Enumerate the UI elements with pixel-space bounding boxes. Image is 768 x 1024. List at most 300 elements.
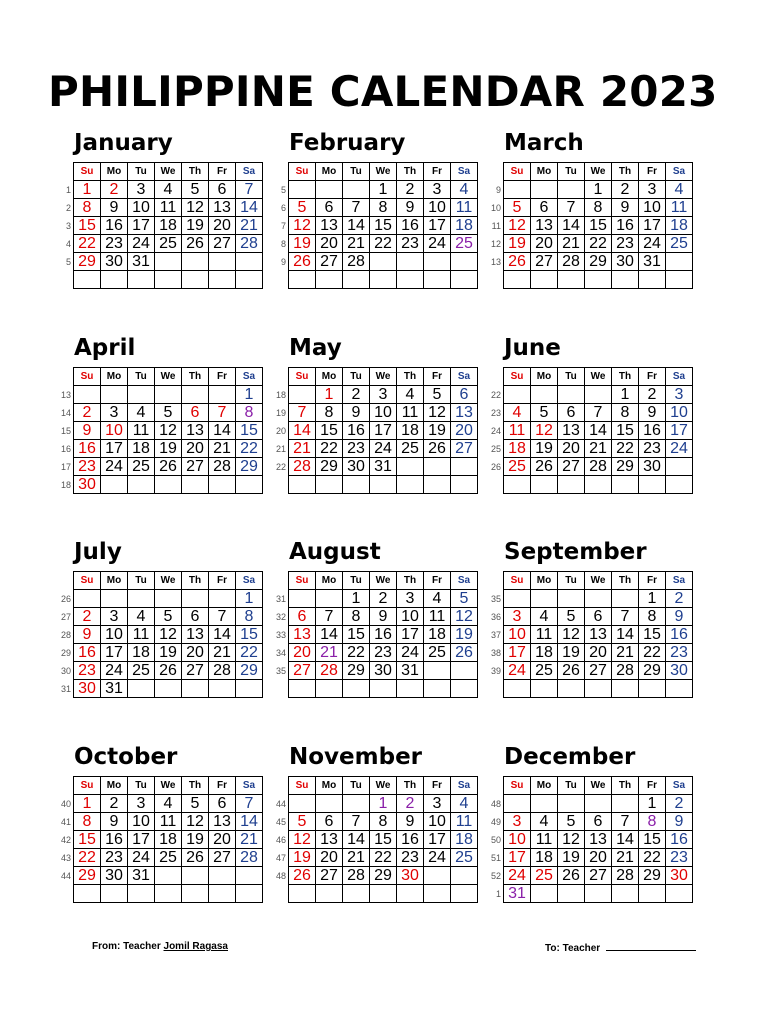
weekday-header: Fr [424,572,451,590]
day-cell: 4 [666,181,693,199]
day-cell: 13 [316,217,343,235]
day-cell: 14 [343,831,370,849]
day-cell: 26 [558,867,585,885]
week-number-column [490,794,503,902]
empty-cell [504,590,531,608]
month-name: November [289,744,423,770]
week-row [289,440,478,458]
day-cell: 1 [316,386,343,404]
week-number-column [60,794,73,884]
day-cell: 2 [343,386,370,404]
day-cell: 20 [182,644,209,662]
week-row [74,476,263,494]
empty-cell [289,680,316,698]
week-number: 15 [60,426,71,436]
day-cell: 2 [370,590,397,608]
week-number: 26 [490,462,501,472]
week-number: 51 [490,853,501,863]
day-cell: 10 [666,404,693,422]
day-cell: 22 [343,644,370,662]
weekday-header: Th [612,163,639,181]
day-cell: 5 [182,795,209,813]
week-row [504,440,693,458]
day-cell: 15 [74,217,101,235]
day-cell: 18 [128,644,155,662]
day-cell: 16 [666,831,693,849]
day-cell: 30 [370,662,397,680]
weekday-header: Th [612,572,639,590]
day-cell: 8 [370,813,397,831]
day-cell: 7 [612,608,639,626]
day-cell: 13 [182,422,209,440]
weekday-header: Su [504,163,531,181]
empty-cell [101,590,128,608]
empty-cell [209,271,236,289]
week-row [289,831,478,849]
footer-to [545,941,696,954]
weekday-header: Mo [101,368,128,386]
weekday-header: Th [612,777,639,795]
day-cell: 16 [397,831,424,849]
day-cell: 12 [558,831,585,849]
empty-cell [531,590,558,608]
month-march [490,128,706,328]
day-cell: 5 [155,608,182,626]
day-cell: 28 [316,662,343,680]
week-row [289,422,478,440]
empty-cell [74,590,101,608]
week-row [289,813,478,831]
day-cell: 12 [558,626,585,644]
day-cell: 26 [531,458,558,476]
week-number-column [490,180,503,270]
day-cell: 23 [666,849,693,867]
month-name: September [504,539,647,565]
week-row [74,867,263,885]
empty-cell [128,386,155,404]
day-cell: 15 [612,422,639,440]
empty-cell [182,476,209,494]
day-cell: 7 [316,608,343,626]
week-row [74,458,263,476]
empty-cell [424,271,451,289]
day-cell: 17 [101,644,128,662]
day-cell: 16 [612,217,639,235]
week-number: 13 [60,390,71,400]
day-cell: 28 [236,849,263,867]
empty-cell [370,271,397,289]
day-cell: 25 [504,458,531,476]
day-cell: 15 [236,626,263,644]
week-number: 45 [275,817,286,827]
day-cell: 17 [397,626,424,644]
empty-cell [666,680,693,698]
weekday-header: Tu [128,777,155,795]
month-name: February [289,130,406,156]
weekday-header: Su [289,572,316,590]
day-cell: 23 [612,235,639,253]
day-cell: 10 [101,626,128,644]
week-row [74,181,263,199]
day-cell: 25 [451,235,478,253]
week-number-column [490,385,503,475]
week-row [504,235,693,253]
empty-cell [236,253,263,271]
day-cell: 15 [343,626,370,644]
day-cell: 4 [397,386,424,404]
week-number: 3 [65,221,71,231]
week-number: 27 [60,612,71,622]
day-cell: 21 [289,440,316,458]
week-row [74,813,263,831]
day-cell: 23 [639,440,666,458]
empty-cell [585,271,612,289]
day-cell: 10 [504,626,531,644]
week-row [504,458,693,476]
week-number: 16 [60,444,71,454]
weekday-header: We [155,572,182,590]
day-cell: 11 [155,813,182,831]
weekday-header: Tu [558,163,585,181]
day-cell: 12 [155,422,182,440]
empty-cell [397,253,424,271]
empty-cell [451,253,478,271]
week-row [289,644,478,662]
day-cell: 28 [558,253,585,271]
week-row [289,235,478,253]
day-cell: 26 [451,644,478,662]
weekday-header: Sa [666,368,693,386]
week-number: 40 [60,799,71,809]
weekday-header: We [370,163,397,181]
day-cell: 1 [639,590,666,608]
day-cell: 26 [182,235,209,253]
empty-cell [74,271,101,289]
empty-cell [155,885,182,903]
day-cell: 6 [451,386,478,404]
day-cell: 24 [639,235,666,253]
day-cell: 9 [370,608,397,626]
empty-cell [531,680,558,698]
weekday-header: Fr [209,368,236,386]
weekday-header: Su [74,572,101,590]
week-number: 42 [60,835,71,845]
day-cell: 3 [504,813,531,831]
empty-cell [451,885,478,903]
week-row [504,885,693,903]
empty-cell [316,476,343,494]
empty-cell [128,590,155,608]
day-cell: 24 [397,644,424,662]
empty-cell [74,885,101,903]
day-cell: 6 [316,199,343,217]
weekday-header: Tu [558,777,585,795]
day-cell: 27 [451,440,478,458]
empty-cell [316,795,343,813]
day-cell: 5 [558,813,585,831]
empty-cell [612,590,639,608]
day-cell: 9 [101,199,128,217]
week-row [289,626,478,644]
empty-cell [236,680,263,698]
week-number-column [275,589,288,679]
day-cell: 31 [370,458,397,476]
week-number: 11 [491,221,501,231]
day-cell: 29 [316,458,343,476]
day-cell: 1 [585,181,612,199]
empty-cell [451,458,478,476]
day-cell: 26 [558,662,585,680]
day-cell: 22 [370,235,397,253]
weekday-header: Fr [424,368,451,386]
month-september [490,537,706,737]
day-cell: 15 [585,217,612,235]
week-row [74,849,263,867]
day-cell: 22 [236,644,263,662]
day-cell: 3 [397,590,424,608]
week-number: 41 [60,817,71,827]
week-row [74,662,263,680]
day-cell: 11 [451,199,478,217]
weekday-header: Tu [343,163,370,181]
weekday-header: Sa [451,163,478,181]
day-cell: 25 [128,458,155,476]
weekday-header: Sa [236,163,263,181]
week-row [289,199,478,217]
week-number: 38 [490,648,501,658]
day-cell: 29 [74,867,101,885]
weekday-header: Mo [101,163,128,181]
month-name: January [74,130,173,156]
day-cell: 25 [397,440,424,458]
day-cell: 1 [74,181,101,199]
day-cell: 13 [558,422,585,440]
day-cell: 3 [504,608,531,626]
week-row [504,386,693,404]
weekday-header: Th [397,572,424,590]
day-cell: 15 [236,422,263,440]
empty-cell [155,680,182,698]
day-cell: 1 [639,795,666,813]
week-row [289,253,478,271]
day-cell: 28 [289,458,316,476]
footer-from [92,941,228,952]
day-cell: 16 [74,440,101,458]
day-cell: 1 [74,795,101,813]
week-number: 28 [60,630,71,640]
empty-cell [209,885,236,903]
to-blank-line [606,941,696,951]
day-cell: 12 [155,626,182,644]
day-cell: 30 [101,867,128,885]
empty-cell [209,476,236,494]
day-cell: 16 [101,217,128,235]
empty-cell [451,662,478,680]
day-cell: 16 [101,831,128,849]
day-cell: 8 [343,608,370,626]
empty-cell [155,867,182,885]
week-row [504,867,693,885]
empty-cell [128,680,155,698]
week-row [289,885,478,903]
weekday-header: Fr [639,163,666,181]
empty-cell [236,867,263,885]
day-cell: 28 [585,458,612,476]
empty-cell [397,458,424,476]
day-cell: 24 [101,662,128,680]
day-cell: 25 [424,644,451,662]
weekday-header: We [155,368,182,386]
day-cell: 19 [531,440,558,458]
day-cell: 10 [639,199,666,217]
day-cell: 23 [74,458,101,476]
empty-cell [209,386,236,404]
day-cell: 8 [639,813,666,831]
day-cell: 21 [612,849,639,867]
weekday-header: Sa [666,163,693,181]
day-cell: 7 [343,199,370,217]
day-cell: 4 [531,813,558,831]
empty-cell [558,680,585,698]
from-name: Jomil Ragasa [163,941,228,952]
day-cell: 7 [236,795,263,813]
day-cell: 6 [209,795,236,813]
weekday-header: Fr [639,777,666,795]
week-row [74,440,263,458]
empty-cell [585,885,612,903]
empty-cell [531,476,558,494]
day-cell: 21 [236,217,263,235]
day-cell: 11 [424,608,451,626]
empty-cell [424,253,451,271]
day-cell: 25 [531,662,558,680]
day-cell: 6 [209,181,236,199]
day-cell: 28 [612,662,639,680]
day-cell: 6 [531,199,558,217]
day-cell: 24 [128,235,155,253]
weekday-header: Th [397,163,424,181]
weekday-header: Sa [666,572,693,590]
empty-cell [666,271,693,289]
weekday-header: Fr [424,777,451,795]
weekday-header: Sa [451,777,478,795]
day-cell: 2 [397,795,424,813]
week-row [504,271,693,289]
day-cell: 14 [209,422,236,440]
day-cell: 13 [182,626,209,644]
day-cell: 28 [343,867,370,885]
month-grid [503,162,693,289]
day-cell: 9 [666,813,693,831]
day-cell: 4 [424,590,451,608]
week-number-column [275,385,288,475]
week-number: 20 [275,426,286,436]
month-name: March [504,130,584,156]
day-cell: 12 [424,404,451,422]
empty-cell [155,476,182,494]
day-cell: 13 [289,626,316,644]
week-row [504,608,693,626]
day-cell: 23 [74,662,101,680]
day-cell: 17 [128,831,155,849]
week-number: 25 [490,444,501,454]
day-cell: 24 [504,662,531,680]
week-number: 18 [60,480,71,490]
weekday-header: Su [504,368,531,386]
day-cell: 5 [155,404,182,422]
week-row [74,795,263,813]
day-cell: 10 [101,422,128,440]
month-name: June [504,335,561,361]
empty-cell [504,271,531,289]
day-cell: 20 [182,440,209,458]
week-row [289,271,478,289]
day-cell: 26 [182,849,209,867]
empty-cell [289,885,316,903]
week-row [504,590,693,608]
day-cell: 27 [289,662,316,680]
empty-cell [558,795,585,813]
week-number: 32 [275,612,286,622]
empty-cell [504,680,531,698]
empty-cell [639,271,666,289]
day-cell: 23 [397,235,424,253]
day-cell: 20 [289,644,316,662]
day-cell: 9 [74,422,101,440]
month-grid [503,367,693,494]
day-cell: 1 [236,590,263,608]
weekday-header: Su [289,777,316,795]
day-cell: 2 [639,386,666,404]
day-cell: 9 [639,404,666,422]
week-number-column [275,180,288,270]
empty-cell [531,181,558,199]
day-cell: 11 [128,626,155,644]
day-cell: 20 [585,849,612,867]
empty-cell [585,590,612,608]
week-number: 17 [60,462,71,472]
day-cell: 23 [101,235,128,253]
empty-cell [289,271,316,289]
week-row [74,422,263,440]
week-number: 30 [60,666,71,676]
week-number-column [60,589,73,697]
day-cell: 21 [236,831,263,849]
empty-cell [289,590,316,608]
day-cell: 29 [639,662,666,680]
day-cell: 18 [397,422,424,440]
day-cell: 25 [128,662,155,680]
day-cell: 11 [504,422,531,440]
week-number: 6 [280,203,286,213]
empty-cell [155,271,182,289]
weekday-header: Tu [558,368,585,386]
day-cell: 29 [612,458,639,476]
week-row [289,386,478,404]
day-cell: 23 [101,849,128,867]
week-number: 39 [490,666,501,676]
month-name: April [74,335,136,361]
week-row [504,217,693,235]
day-cell: 11 [451,813,478,831]
day-cell: 21 [558,235,585,253]
week-number: 24 [490,426,501,436]
week-row [504,626,693,644]
weekday-header: Mo [531,572,558,590]
day-cell: 4 [451,795,478,813]
day-cell: 11 [531,831,558,849]
week-number: 7 [280,221,286,231]
